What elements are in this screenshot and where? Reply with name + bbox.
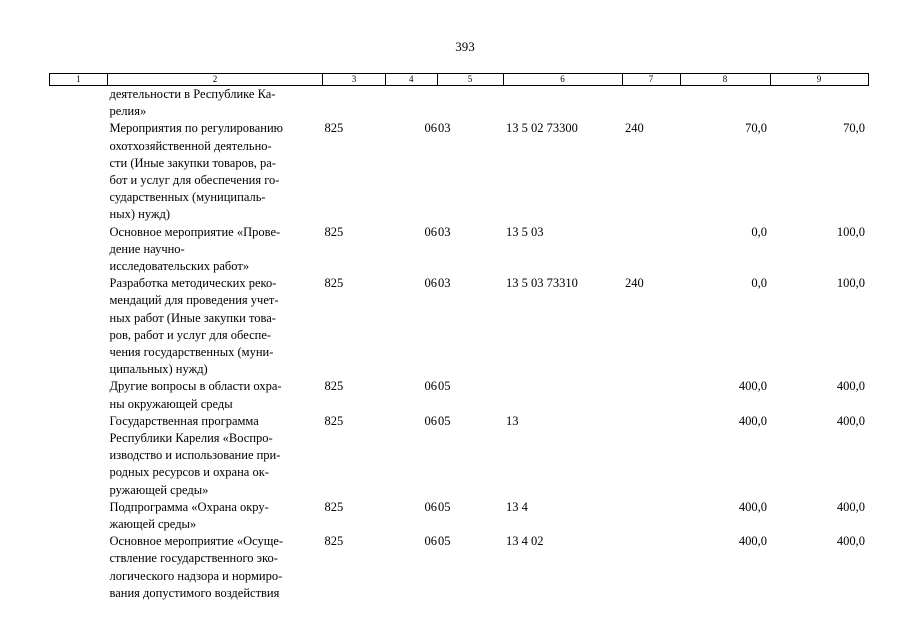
row-expense-type: 240 <box>625 121 644 136</box>
row-description: Другие вопросы в области охра- ны окружающей среды <box>109 379 282 411</box>
row-target-article: 13 5 02 73300 <box>506 121 578 136</box>
row-number-cell <box>50 120 108 223</box>
column-header-1: 1 <box>50 74 108 86</box>
row-section: 06 <box>424 534 437 549</box>
column-header-4: 4 <box>386 74 438 86</box>
row-admin-code: 825 <box>324 379 344 394</box>
table-row <box>50 413 869 499</box>
row-admin-code: 825 <box>324 224 344 239</box>
row-admin-code: 825 <box>324 534 344 549</box>
column-header-6: 6 <box>503 74 622 86</box>
row-admin-code: 825 <box>324 276 344 291</box>
row-target-article: 13 5 03 73310 <box>506 276 578 291</box>
page-number: 393 <box>455 39 475 54</box>
row-admin-code: 825 <box>324 413 344 428</box>
row-amount-1 <box>680 86 770 121</box>
column-header-3: 3 <box>323 74 386 86</box>
column-header-9: 9 <box>770 74 868 86</box>
row-amount-1: 400,0 <box>738 413 767 428</box>
row-target-article: 13 4 02 <box>506 534 544 549</box>
row-amount-2: 400,0 <box>836 379 865 394</box>
table-row <box>50 275 869 378</box>
row-subsection: 03 <box>438 121 451 136</box>
table-row <box>50 533 869 602</box>
row-section: 06 <box>424 413 437 428</box>
row-description: Основное мероприятие «Осуще- ствление государственного эко- логического надзора и нормиро- вания допустимого воздействия <box>109 534 284 600</box>
row-expense-type <box>622 224 680 276</box>
row-section: 06 <box>424 121 437 136</box>
column-header-5: 5 <box>437 74 503 86</box>
row-description: Основное мероприятие «Прове- дение научно- исследовательских работ» <box>109 224 281 274</box>
row-number-cell <box>50 378 108 412</box>
row-number-cell <box>50 275 108 378</box>
row-number-cell <box>50 224 108 276</box>
row-target-article <box>503 86 622 121</box>
row-amount-1: 400,0 <box>738 499 767 514</box>
row-description: Государственная программа Республики Карелия «Воспро- изводство и использование при- родных ресурсов и охрана ок- ружающей среды» <box>109 413 281 497</box>
table-row <box>50 86 869 121</box>
row-amount-2: 100,0 <box>836 224 865 239</box>
row-subsection: 05 <box>438 379 451 394</box>
row-section: 06 <box>424 276 437 291</box>
row-subsection <box>437 86 503 121</box>
row-admin-code: 825 <box>324 499 344 514</box>
row-target-article: 13 4 <box>506 499 528 514</box>
row-amount-2: 400,0 <box>836 413 865 428</box>
table-row <box>50 120 869 223</box>
row-description: Подпрограмма «Охрана окру- жающей среды» <box>109 499 269 532</box>
column-header-7: 7 <box>622 74 680 86</box>
row-description: Разработка методических реко- мендаций для проведения учет- ных работ (Иные закупки това- ров, работ и услуг для обеспе- чения государственных (муни- ципальных) нужд) <box>109 276 279 377</box>
row-amount-1: 0,0 <box>751 224 767 239</box>
row-expense-type <box>622 413 680 499</box>
column-header-2: 2 <box>108 74 323 86</box>
row-amount-1: 400,0 <box>738 379 767 394</box>
table-row <box>50 378 869 412</box>
row-subsection: 05 <box>438 499 451 514</box>
row-number-cell <box>50 533 108 602</box>
row-amount-2: 100,0 <box>836 276 865 291</box>
column-number-row <box>50 74 869 86</box>
row-number-cell <box>50 499 108 533</box>
row-amount-1: 400,0 <box>738 534 767 549</box>
row-amount-2 <box>770 86 868 121</box>
row-section: 06 <box>424 499 437 514</box>
row-number-cell <box>50 413 108 499</box>
row-target-article: 13 <box>506 413 519 428</box>
row-expense-type <box>622 86 680 121</box>
table-row <box>50 224 869 276</box>
row-subsection: 05 <box>438 534 451 549</box>
row-subsection: 05 <box>438 413 451 428</box>
row-section <box>386 86 438 121</box>
row-section: 06 <box>424 379 437 394</box>
row-target-article <box>503 378 622 412</box>
row-expense-type: 240 <box>625 276 644 291</box>
row-admin-code: 825 <box>324 121 344 136</box>
row-amount-1: 0,0 <box>751 276 767 291</box>
column-header-8: 8 <box>680 74 770 86</box>
row-subsection: 03 <box>438 224 451 239</box>
table-row <box>50 499 869 533</box>
row-amount-2: 400,0 <box>836 534 865 549</box>
row-section: 06 <box>424 224 437 239</box>
row-target-article: 13 5 03 <box>506 224 544 239</box>
row-amount-2: 400,0 <box>836 499 865 514</box>
row-expense-type <box>622 499 680 533</box>
row-description: Мероприятия по регулированию охотхозяйственной деятельно- сти (Иные закупки товаров, ра- бот и услуг для обеспечения го- сударственных (муниципаль- ных) нужд) <box>109 121 284 222</box>
row-expense-type <box>622 533 680 602</box>
row-number-cell <box>50 86 108 121</box>
row-subsection: 03 <box>438 276 451 291</box>
budget-table <box>49 73 869 602</box>
row-amount-2: 70,0 <box>843 121 865 136</box>
row-expense-type <box>622 378 680 412</box>
row-description: деятельности в Республике Ка- релия» <box>109 87 276 119</box>
row-amount-1: 70,0 <box>745 121 767 136</box>
row-admin-code <box>323 86 386 121</box>
